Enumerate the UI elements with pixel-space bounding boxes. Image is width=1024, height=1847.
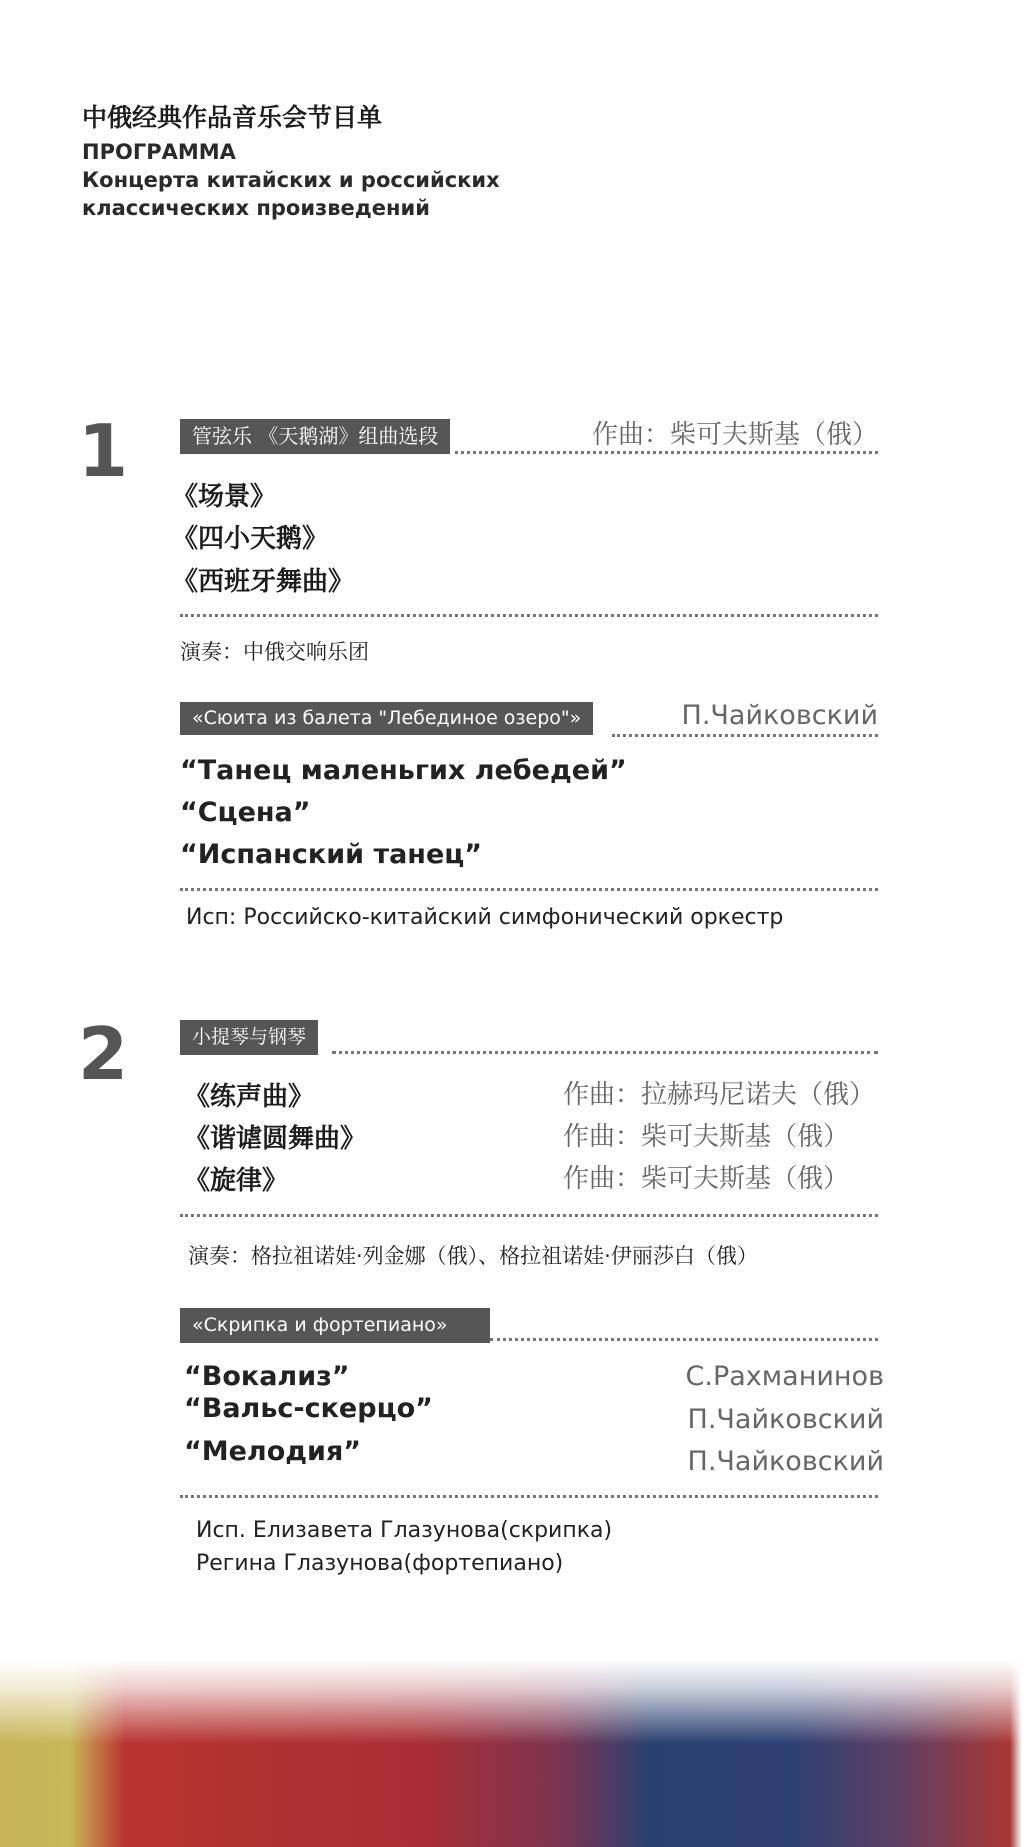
section-2-ru-tag: «Скрипка и фортепиано»	[180, 1308, 490, 1343]
program-title-ru-heading: ПРОГРАММА	[82, 140, 236, 164]
section-1-ru-piece-1: “Танец маленьгих лебедей”	[180, 755, 627, 786]
section-1-cn-composer: 作曲：柴可夫斯基（俄）	[591, 420, 878, 450]
section-2-ru-composer-3: П.Чайковский	[687, 1446, 884, 1477]
decorative-band-fade	[0, 1660, 1024, 1847]
section-1-cn-performer: 演奏：中俄交响乐团	[180, 640, 369, 664]
section-2-ru-composer-1: С.Рахманинов	[685, 1361, 884, 1392]
section-2-cn-tag: 小提琴与钢琴	[180, 1020, 318, 1055]
section-1-cn-piece-3: 《西班牙舞曲》	[172, 567, 355, 597]
section-2-cn-piece-3: 《旋律》	[184, 1166, 289, 1196]
section-2-cn-composer-3: 作曲：柴可夫斯基（俄）	[563, 1164, 850, 1194]
divider-dotted	[455, 451, 878, 454]
divider-dotted	[180, 888, 878, 891]
section-2-cn-composer-2: 作曲：柴可夫斯基（俄）	[563, 1122, 850, 1152]
section-2-cn-composer-1: 作曲：拉赫玛尼诺夫（俄）	[563, 1080, 876, 1110]
section-1-ru-performer: Исп: Российско-китайский симфонический оркестр	[186, 905, 784, 930]
section-2-ru-performer-2: Регина Глазунова(фортепиано)	[196, 1551, 564, 1576]
program-title-ru-line-3: классических произведений	[82, 196, 430, 220]
section-2-ru-piece-1: “Вокализ”	[184, 1361, 350, 1392]
divider-dotted	[180, 1495, 878, 1498]
section-1-cn-tag: 管弦乐 《天鹅湖》组曲选段	[180, 419, 450, 454]
section-1-cn-piece-1: 《场景》	[172, 482, 277, 512]
divider-dotted	[180, 614, 878, 617]
section-1-ru-composer: П.Чайковский	[681, 700, 878, 731]
section-1-ru-piece-3: “Испанский танец”	[180, 839, 483, 870]
section-1-cn-piece-2: 《四小天鹅》	[172, 524, 329, 554]
section-2-cn-piece-1: 《练声曲》	[184, 1082, 315, 1112]
divider-dotted	[180, 1214, 878, 1217]
divider-dotted	[490, 1338, 878, 1341]
section-2-ru-piece-3: “Мелодия”	[184, 1436, 362, 1467]
section-number-2: 2	[78, 1012, 129, 1096]
section-2-cn-performer: 演奏：格拉祖诺娃·列金娜（俄）、格拉祖诺娃·伊丽莎白（俄）	[188, 1244, 758, 1268]
program-title-ru-line-2: Концерта китайских и российских	[82, 168, 500, 192]
divider-dotted	[612, 734, 878, 737]
section-2-ru-performer-1: Исп. Елизавета Глазунова(скрипка)	[196, 1518, 613, 1543]
section-2-ru-piece-2: “Вальс-скерцо”	[184, 1393, 433, 1424]
section-number-1: 1	[78, 409, 129, 493]
program-title-cn: 中俄经典作品音乐会节目单	[82, 103, 383, 132]
section-2-cn-piece-2: 《谐谑圆舞曲》	[184, 1124, 367, 1154]
section-2-ru-composer-2: П.Чайковский	[687, 1404, 884, 1435]
section-1-ru-tag: «Сюита из балета "Лебединое озеро"»	[180, 702, 593, 735]
divider-dotted	[332, 1051, 878, 1054]
section-1-ru-piece-2: “Сцена”	[180, 797, 311, 828]
